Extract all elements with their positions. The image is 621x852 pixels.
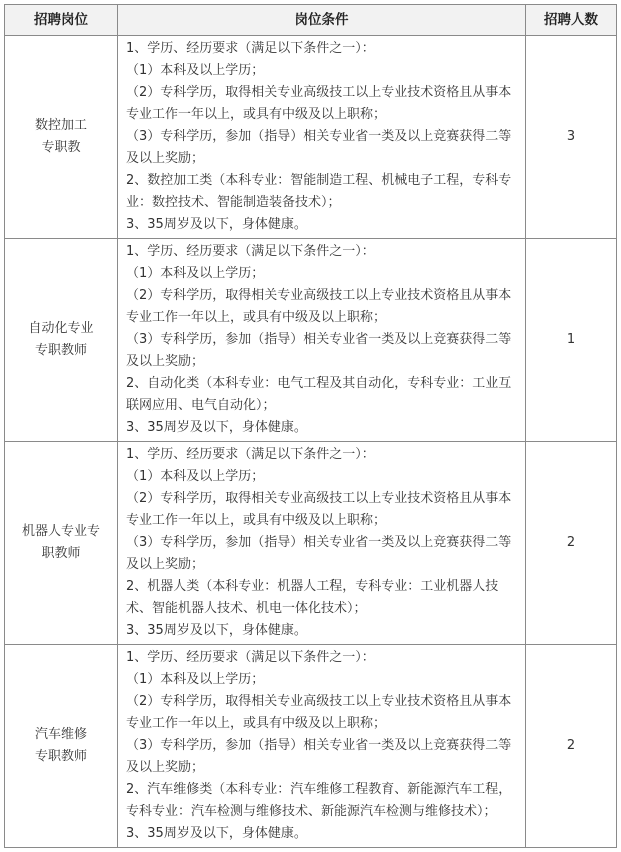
condition-line: （1）本科及以上学历； xyxy=(126,63,265,78)
condition-line: 3、35周岁及以下，身体健康。 xyxy=(126,420,307,435)
condition-line: 2、汽车维修类（本科专业：汽车维修工程教育、新能源汽车工程，专科专业：汽车检测与维修技术、新能源汽车检测与维修技术）； xyxy=(126,782,512,819)
position-line: 职教师 xyxy=(41,546,81,561)
condition-line: 1、学历、经历要求（满足以下条件之一）： xyxy=(126,650,375,665)
count-cell: 2 xyxy=(526,645,617,848)
condition-line: （2）专科学历，取得相关专业高级技工以上专业技术资格且从事本专业工作一年以上，或具有中级及以上职称； xyxy=(126,694,512,731)
count-cell: 2 xyxy=(526,442,617,645)
condition-line: 1、学历、经历要求（满足以下条件之一）： xyxy=(126,244,375,259)
position-cell xyxy=(5,36,118,239)
condition-line: 2、机器人类（本科专业：机器人工程，专科专业：工业机器人技术、智能机器人技术、机电一体化技术）； xyxy=(126,579,499,616)
conditions-cell xyxy=(118,36,526,239)
condition-line: （1）本科及以上学历； xyxy=(126,469,265,484)
table-row xyxy=(5,442,617,645)
condition-line: 3、35周岁及以下，身体健康。 xyxy=(126,217,307,232)
position-cell xyxy=(5,645,118,848)
condition-line: （1）本科及以上学历； xyxy=(126,266,265,281)
condition-line: （2）专科学历，取得相关专业高级技工以上专业技术资格且从事本专业工作一年以上，或具有中级及以上职称； xyxy=(126,288,512,325)
condition-line: （2）专科学历，取得相关专业高级技工以上专业技术资格且从事本专业工作一年以上，或具有中级及以上职称； xyxy=(126,491,512,528)
header-conditions: 岗位条件 xyxy=(118,5,526,36)
condition-line: 2、自动化类（本科专业：电气工程及其自动化，专科专业：工业互联网应用、电气自动化）； xyxy=(126,376,512,413)
header-count: 招聘人数 xyxy=(526,5,617,36)
position-line: 机器人专业专 xyxy=(21,524,100,539)
count-cell: 1 xyxy=(526,239,617,442)
position-cell xyxy=(5,442,118,645)
condition-line: 1、学历、经历要求（满足以下条件之一）： xyxy=(126,41,375,56)
condition-line: （3）专科学历，参加（指导）相关专业省一类及以上竞赛获得二等及以上奖励； xyxy=(126,332,512,369)
table-row xyxy=(5,36,617,239)
position-line: 自动化专业 xyxy=(28,321,94,336)
recruitment-table xyxy=(4,4,617,848)
condition-line: 1、学历、经历要求（满足以下条件之一）： xyxy=(126,447,375,462)
position-line: 专职教师 xyxy=(34,749,87,764)
position-line: 专职教师 xyxy=(34,343,87,358)
header-position: 招聘岗位 xyxy=(5,5,118,36)
table-row xyxy=(5,239,617,442)
position-line: 数控加工 xyxy=(34,118,87,133)
condition-line: （3）专科学历，参加（指导）相关专业省一类及以上竞赛获得二等及以上奖励； xyxy=(126,738,512,775)
conditions-cell xyxy=(118,645,526,848)
conditions-cell xyxy=(118,239,526,442)
table-header-row xyxy=(5,5,617,36)
condition-line: （2）专科学历，取得相关专业高级技工以上专业技术资格且从事本专业工作一年以上，或具有中级及以上职称； xyxy=(126,85,512,122)
position-cell xyxy=(5,239,118,442)
position-line: 汽车维修 xyxy=(34,727,87,742)
condition-line: （3）专科学历，参加（指导）相关专业省一类及以上竞赛获得二等及以上奖励； xyxy=(126,129,512,166)
condition-line: 2、数控加工类（本科专业：智能制造工程、机械电子工程，专科专业：数控技术、智能制造装备技术）； xyxy=(126,173,512,210)
condition-line: 3、35周岁及以下，身体健康。 xyxy=(126,826,307,841)
condition-line: 3、35周岁及以下，身体健康。 xyxy=(126,623,307,638)
position-line: 专职教 xyxy=(41,140,81,155)
count-cell: 3 xyxy=(526,36,617,239)
condition-line: （1）本科及以上学历； xyxy=(126,672,265,687)
table-row xyxy=(5,645,617,848)
condition-line: （3）专科学历，参加（指导）相关专业省一类及以上竞赛获得二等及以上奖励； xyxy=(126,535,512,572)
conditions-cell xyxy=(118,442,526,645)
